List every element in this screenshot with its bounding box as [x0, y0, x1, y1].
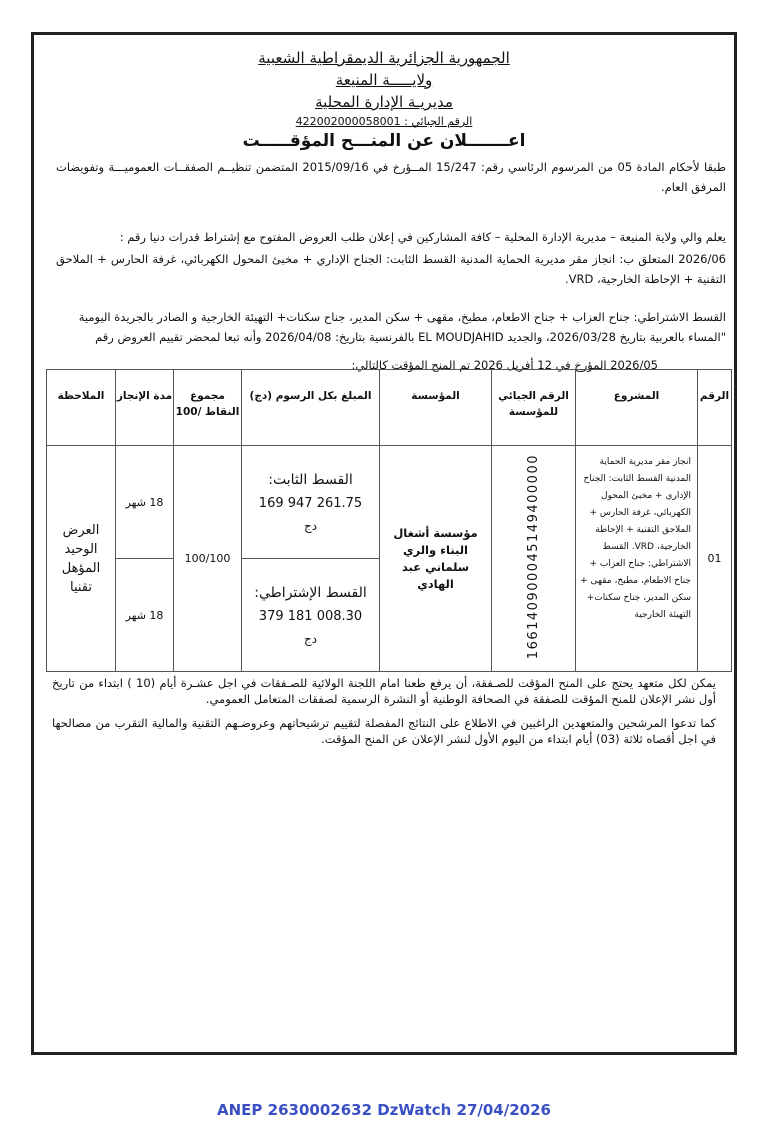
optional-lot-value: 379 181 008.30 [258, 608, 363, 624]
directorate-heading: مديريـة الإدارة المحلية [315, 93, 453, 111]
row-delay-fixed: 18 شهر [116, 446, 174, 559]
header-contractor: المؤسسة [380, 370, 492, 446]
row-num: 01 [698, 446, 732, 672]
optional-lot-currency: دج [303, 631, 318, 646]
legal-basis-paragraph: طبقا لأحكام المادة 05 من المرسوم الرئاسي رقم: 15/247 المــؤرخ في 2015/09/16 المتضمن تنظيــم الصفقــات العموميـــة وتفويضات المرفق العام. [56, 160, 726, 194]
project-paragraph: 2026/06 المتعلق ب: انجاز مقر مديرية الحماية المدنية القسط الثابت: الجناح الإداري + مخبئ المحول الكهربائي، غرفة الحارس + الملاحق التقنية + الإحاطة الخارجية، VRD. [56, 252, 726, 286]
announcement-title: اعـــــــلان عن المنـــح المؤقـــــت [242, 131, 526, 151]
publication-paragraph: "المساء بالعربية بتاريخ 2026/03/28، والجديد EL MOUDJAHID بالفرنسية بتاريخ: 2026/04/08 وأنه تبعا لمحضر تقييم العروض رقم [95, 330, 726, 344]
table-header-row [47, 370, 732, 446]
header-taxid: الرقم الجبائي للمؤسسة [492, 370, 576, 446]
row-contractor: مؤسسة أشغال البناء والري سلماني عبد الهادي [380, 446, 492, 672]
award-table [46, 369, 732, 672]
document-frame [31, 32, 737, 1055]
row-amount-optional [242, 559, 380, 672]
anep-watermark: ANEP 2630002632 DzWatch 27/04/2026 [217, 1101, 551, 1119]
header-score: مجموع النقاط /100 [174, 370, 242, 446]
appeal-paragraph: يمكن لكل متعهد يحتج على المنح المؤقت للصـفقة، أن يرفع طعنا امام اللجنة الولائية للصـفقات في اجل عشـرة أيام (10 ) ابتداء من تاريخ أول نشر الإعلان للمنح المؤقت للصفقة في الصحافة الوطنية أو النشرة الرسمية لصفقات المتعامل العمومي. [52, 676, 716, 706]
table-row [47, 446, 732, 559]
row-delay-optional: 18 شهر [116, 559, 174, 672]
optional-lot-paragraph: القسط الاشتراطي: جناح العزاب + جناح الاطعام، مطبخ، مقهى + سكن المدير، جناح سكنات+ التهيئة الخارجية و الصادر بالجريدة اليومية [78, 310, 726, 324]
row-note: العرض الوحيد المؤهل تقنيا [47, 446, 116, 672]
evaluation-paragraph: 2026/05 المؤرخ في 12 أفريل 2026 تم المنح المؤقت كالتالي: [351, 358, 658, 372]
row-project: انجاز مقر مديرية الحماية المدنية القسط الثابت: الجناح الإداري + مخبئ المحول الكهربائي، غرفة الحارس + الملاحق التقنية + الإحاطة الخارجية، VRD. القسط الاشتراطي: جناح العزاب + جناح الاطعام، مطبخ، مقهى + سكن المدير، جناح سكنات+ التهيئة الخارجية [576, 446, 698, 672]
header-note: الملاحظة [47, 370, 116, 446]
row-taxid: 166140900045149400000 [526, 454, 541, 660]
republic-heading: الجمهورية الجزائرية الديمقراطية الشعبية [258, 49, 510, 67]
invitation-paragraph: كما تدعوا المرشحين والمتعهدين الراغبين في الاطلاع على النتائج المفصلة لتقييم ترشيحاتهم وعروضـهم التقنية والمالية التقرب من مصالحها في اجل أقصاه ثلاثة (03) أيام ابتداء من اليوم الأول لنشر الإعلان عن المنح المؤقت. [52, 716, 716, 746]
fixed-lot-currency: دج [303, 518, 318, 533]
row-score: 100/100 [174, 446, 242, 672]
optional-lot-label: القسط الإشتراطي: [254, 584, 367, 601]
row-amount-fixed [242, 446, 380, 559]
fixed-lot-value: 169 947 261.75 [258, 495, 363, 511]
notice-paragraph: يعلم والي ولاية المنيعة – مديرية الإدارة المحلية – كافة المشاركين في إعلان طلب العروض المفتوح مع إشتراط قدرات دنيا رقم : [119, 230, 726, 244]
fixed-lot-label: القسط الثابت: [268, 471, 353, 488]
row-taxid-cell [492, 446, 576, 672]
header-delay: مدة الإنجاز [116, 370, 174, 446]
tax-id-line: الرقم الجبائي : 422002000058001 [295, 115, 473, 128]
wilaya-heading: ولايـــــة المنيعة [335, 71, 433, 89]
header-amount: المبلغ بكل الرسوم (دج) [242, 370, 380, 446]
header-num: الرقم [698, 370, 732, 446]
header-project: المشروع [576, 370, 698, 446]
